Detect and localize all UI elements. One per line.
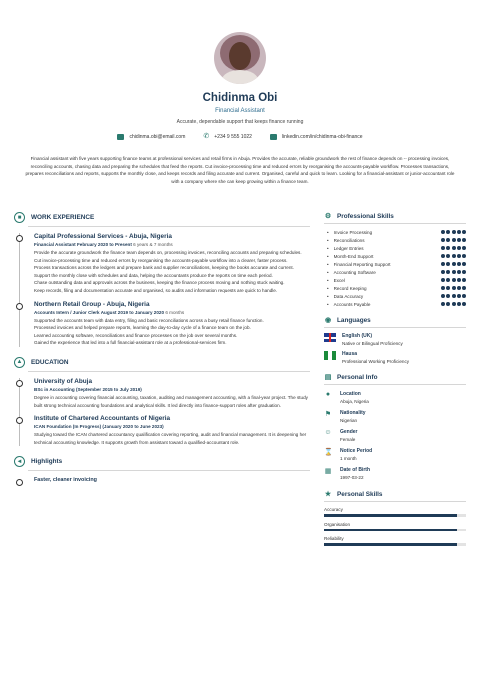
- linkedin-text: linkedin.com/in/chidinma-obi-finance: [281, 134, 363, 140]
- degree-meta: ICAN Foundation (In Progress) (January 2020 to June 2023): [34, 424, 164, 430]
- languages-heading: [324, 316, 466, 324]
- right-column: [324, 212, 466, 546]
- skill-row: [324, 228, 466, 236]
- skill-dot: [441, 246, 445, 250]
- skill-dot: [462, 246, 466, 250]
- job-bullet: Gained the experience that led into a full financial-assistant role at a professional-services firm.: [34, 340, 227, 346]
- contact-row: [0, 134, 480, 140]
- skill-dot: [446, 238, 450, 242]
- personal-info-list: [324, 391, 466, 480]
- personal-skills-list: [324, 507, 466, 546]
- skill-dot: [446, 262, 450, 266]
- phone-icon: ✆: [203, 133, 210, 140]
- skill-dot: [462, 230, 466, 234]
- uk-flag-icon: [324, 333, 336, 342]
- job-company: Northern Retail Group - Abuja, Nigeria: [34, 300, 150, 308]
- skill-dot: [462, 262, 466, 266]
- highlight-item: [14, 477, 310, 483]
- personal-skill-fill: [324, 543, 457, 546]
- education-timeline: [14, 378, 310, 446]
- job-bullet: Processed invoices and helped prepare reports, learning the day-to-day cycle of a finance team on the job.: [34, 325, 251, 331]
- info-key: Location: [340, 391, 361, 397]
- job-bullet: Keep records, filing and documentation accurate and organised, so audits and information requests are quick to handle.: [34, 287, 278, 293]
- school-name: Institute of Chartered Accountants of Nigeria: [34, 415, 171, 423]
- language-name: Hausa: [342, 351, 358, 357]
- job-role-dates: Financial Assistant February 2020 to Present: [34, 242, 132, 247]
- pro-skills-heading-text: Professional Skills: [337, 212, 394, 220]
- job-duration: 6 months: [165, 309, 185, 315]
- skill-dot: [441, 230, 445, 234]
- skill-name: • Accounting Software: [327, 270, 376, 275]
- skill-name: • Financial Reporting Support: [327, 262, 391, 267]
- skill-name: • Reconciliations: [327, 238, 365, 243]
- skill-dot: [462, 254, 466, 258]
- email-icon: [117, 134, 124, 140]
- skill-name: • Record Keeping: [327, 286, 367, 291]
- star-icon: ★: [324, 491, 332, 498]
- skill-dot: [457, 278, 461, 282]
- skill-dot: [446, 294, 450, 298]
- nigeria-flag-icon: [324, 351, 336, 360]
- language-text: [342, 333, 403, 346]
- skill-dot: [457, 262, 461, 266]
- personal-info-text: [340, 391, 369, 404]
- id-card-icon: ▤: [324, 374, 332, 381]
- job-bullet: Process transactions across the ledgers and prepare bank and supplier reconciliations, keeping the books accurate and current.: [34, 265, 294, 271]
- skill-row: [324, 284, 466, 292]
- highlights-section-heading: [14, 456, 310, 467]
- resume-header: [0, 32, 480, 140]
- skill-row: [324, 268, 466, 276]
- skill-dot: [441, 270, 445, 274]
- highlight-text: Faster, cleaner invoicing: [34, 477, 97, 484]
- education-description: Studying toward the ICAN chartered accountancy qualification covering reporting, audit and financial management. It is deepening her technical accounting knowledge. It supports growth from assistant toward a qualified-accountant role.: [34, 432, 307, 445]
- skill-name: • Invoice Processing: [327, 230, 372, 235]
- skill-dot: [462, 302, 466, 306]
- skill-dot: [462, 270, 466, 274]
- skill-dot: [457, 270, 461, 274]
- job-bullet: Chase outstanding data and approvals across the business, keeping the finance process moving and nothing stuck waiting.: [34, 280, 285, 286]
- education-description: Degree in accounting covering financial accounting, taxation, auditing and management accounting, with a final-year project. The study built strong technical accounting foundations and analytical skills. It led directly into finance-support roles after graduation.: [34, 394, 308, 408]
- education-entry: [14, 378, 310, 409]
- phone-text: +234 9 555 1022: [214, 134, 252, 140]
- timeline-dot: [16, 417, 23, 424]
- summary: Financial assistant with five years supporting finance teams at professional services and retail firms in Abuja. Provides the accurate, reliable groundwork the rest of finance depends on -- processing invoices, reconciling accounts, chasing data and preparing the schedules that feed the reports. Cut invoice-processing time and reduced errors by reorganising the accounts-payable workflow. Processes transactions, prepares reconciliations and reports, supports the monthly close, and keeps records and filing accurate and current. Organised, careful and quick to learn. Looking for a financial-assistant or junior-accountant role with a company where she can keep growing within a finance team.: [25, 156, 455, 184]
- skill-dot: [457, 286, 461, 290]
- personal-skills-heading: [324, 490, 466, 498]
- skill-dot: [441, 254, 445, 258]
- person-icon: ☺: [324, 429, 332, 436]
- info-key: Notice Period: [340, 448, 373, 454]
- highlights-heading-text: Highlights: [31, 458, 63, 466]
- location-pin-icon: ●: [325, 391, 331, 398]
- info-key: Gender: [340, 429, 358, 435]
- email-contact[interactable]: [117, 134, 185, 140]
- skill-dot: [457, 294, 461, 298]
- phone-contact[interactable]: [203, 134, 252, 140]
- skill-dot: [462, 294, 466, 298]
- skill-dot: [452, 262, 456, 266]
- flag-icon: ⚑: [324, 411, 332, 418]
- job-bullet: Learned accounting software, reconciliations and finance processes on the job over several months.: [34, 332, 238, 338]
- skill-level-dots: [441, 262, 466, 266]
- hourglass-icon: ⌛: [324, 449, 333, 456]
- skill-dot: [452, 294, 456, 298]
- skill-dot: [441, 278, 445, 282]
- skill-dot: [452, 270, 456, 274]
- personal-info-item: [324, 391, 466, 404]
- job-role-dates: Accounts Intern / Junior Clerk August 2019 to January 2020: [34, 309, 165, 315]
- skill-dot: [441, 294, 445, 298]
- info-value: 1 month: [340, 456, 357, 461]
- personal-skill-bar: [324, 514, 466, 517]
- education-heading-text: EDUCATION: [31, 358, 69, 366]
- skill-level-dots: [441, 278, 466, 282]
- skill-level-dots: [441, 286, 466, 290]
- skill-name: • Ledger Entries: [327, 246, 364, 251]
- personal-skill-bar: [324, 543, 466, 546]
- linkedin-contact[interactable]: [270, 134, 363, 140]
- personal-skill: [324, 536, 466, 546]
- skill-dot: [446, 302, 450, 306]
- skill-dot: [462, 278, 466, 282]
- skill-dot: [446, 254, 450, 258]
- timeline-dot: [16, 235, 23, 242]
- skill-dot: [452, 278, 456, 282]
- skill-level-dots: [441, 230, 466, 234]
- personal-skill-name: Organisation: [324, 521, 351, 527]
- personal-info-heading: [324, 373, 466, 381]
- skill-dot: [452, 238, 456, 242]
- info-value: 1997-03-22: [340, 475, 364, 480]
- skill-row: [324, 260, 466, 268]
- language-text: [342, 351, 409, 364]
- job-meta: [34, 310, 310, 315]
- personal-skill: [324, 522, 466, 532]
- skill-dot: [446, 270, 450, 274]
- personal-skills-heading-text: Personal Skills: [337, 490, 383, 498]
- skill-level-dots: [441, 238, 466, 242]
- info-value: Female: [340, 437, 356, 442]
- candidate-name: Chidinma Obi: [202, 92, 278, 104]
- skill-row: [324, 300, 466, 308]
- avatar: [214, 32, 266, 84]
- personal-skill-fill: [324, 514, 457, 517]
- tagline: Accurate, dependable support that keeps finance running: [176, 119, 304, 125]
- skill-name: • Accounts Payable: [327, 302, 370, 307]
- skill-name: • Month-End Support: [327, 254, 373, 259]
- work-heading-text: WORK EXPERIENCE: [31, 214, 95, 221]
- linkedin-icon: [270, 134, 277, 140]
- job-entry: [14, 301, 310, 347]
- personal-info-text: [340, 448, 372, 461]
- personal-info-item: [324, 429, 466, 442]
- skill-dot: [457, 254, 461, 258]
- personal-info-text: [340, 429, 358, 442]
- skill-row: [324, 236, 466, 244]
- skill-level-dots: [441, 254, 466, 258]
- skill-dot: [441, 286, 445, 290]
- personal-info-item: [324, 410, 466, 423]
- job-company: Capital Professional Services - Abuja, Nigeria: [34, 233, 172, 240]
- personal-info-heading-text: Personal Info: [337, 373, 378, 381]
- job-bullet: Cut invoice-processing time and reduced errors by reorganising the accounts-payable workflow into a clearer, faster process.: [34, 257, 288, 263]
- personal-skill-name: Accuracy: [324, 507, 343, 512]
- skill-row: [324, 252, 466, 260]
- skill-dot: [452, 254, 456, 258]
- skill-level-dots: [441, 302, 466, 306]
- info-value: Nigerian: [340, 418, 358, 423]
- education-section-heading: [14, 357, 310, 368]
- left-column: [14, 212, 310, 483]
- pro-skills-list: [324, 228, 466, 308]
- personal-skill-fill: [324, 529, 457, 532]
- skill-dot: [446, 278, 450, 282]
- pro-skills-heading: [324, 212, 466, 220]
- skill-dot: [441, 302, 445, 306]
- language-level: Native or Bilingual Proficiency: [342, 341, 403, 346]
- skill-dot: [462, 238, 466, 242]
- job-duration: 6 years & 7 months: [133, 242, 173, 247]
- skill-dot: [457, 238, 461, 242]
- skill-dot: [446, 286, 450, 290]
- info-value: Abuja, Nigeria: [340, 399, 369, 404]
- skill-row: [324, 276, 466, 284]
- language-item: [324, 333, 466, 346]
- skill-row: [324, 292, 466, 300]
- skill-name: • Data Accuracy: [327, 294, 363, 299]
- language-level: Professional Working Proficiency: [342, 359, 410, 364]
- skill-dot: [441, 238, 445, 242]
- personal-skill-name: Reliability: [324, 536, 344, 541]
- skill-dot: [457, 230, 461, 234]
- personal-info-item: [324, 448, 466, 461]
- skill-level-dots: [441, 294, 466, 298]
- personal-skill: [324, 507, 466, 517]
- graduation-cap-icon: ▲: [14, 357, 25, 368]
- personal-skill-bar: [324, 529, 466, 532]
- skill-dot: [441, 262, 445, 266]
- job-meta: [34, 242, 310, 247]
- skill-dot: [446, 230, 450, 234]
- skill-dot: [452, 230, 456, 234]
- personal-info-text: [340, 410, 366, 423]
- skill-row: [324, 244, 466, 252]
- globe-icon: ◉: [324, 317, 332, 324]
- job-entry: [14, 233, 310, 295]
- school-name: University of Abuja: [34, 377, 92, 385]
- language-name: English (UK): [342, 333, 372, 339]
- calendar-icon: ▦: [324, 468, 332, 475]
- skill-level-dots: [441, 270, 466, 274]
- degree-meta: BSc in Accounting (September 2015 to July 2019): [34, 386, 142, 392]
- job-bullet: Provide the accurate groundwork the finance team depends on, processing invoices, reconciling accounts and preparing schedules.: [34, 250, 302, 255]
- personal-info-text: [340, 467, 370, 480]
- education-entry: [14, 415, 310, 446]
- skill-dot: [452, 302, 456, 306]
- languages-list: [324, 333, 466, 364]
- job-title: Financial Assistant: [215, 108, 265, 114]
- info-key: Date of Birth: [340, 467, 370, 473]
- skill-name: • Excel: [327, 278, 345, 283]
- job-bullet: Supported the accounts team with data entry, filing and basic reconciliations across a busy retail finance function.: [34, 317, 264, 323]
- job-description: [34, 317, 310, 347]
- languages-heading-text: Languages: [337, 316, 371, 324]
- briefcase-icon: ■: [14, 212, 25, 223]
- info-key: Nationality: [340, 410, 366, 416]
- email-text: chidinma.obi@email.com: [129, 134, 186, 140]
- gear-icon: ⚙: [324, 213, 332, 220]
- skill-dot: [457, 302, 461, 306]
- timeline-dot: [16, 380, 23, 387]
- timeline-dot: [16, 479, 23, 486]
- job-description: [34, 249, 310, 295]
- timeline-dot: [16, 303, 23, 310]
- skill-dot: [452, 286, 456, 290]
- personal-info-item: [324, 467, 466, 480]
- highlights-list: [14, 477, 310, 483]
- work-section-heading: [14, 212, 310, 223]
- skill-dot: [462, 286, 466, 290]
- skill-dot: [457, 246, 461, 250]
- work-timeline: [14, 233, 310, 347]
- job-bullet: Support the monthly close with schedules and data, helping the accountants produce the reports on time each period.: [34, 272, 273, 278]
- skill-dot: [446, 246, 450, 250]
- megaphone-icon: ◄: [14, 456, 25, 467]
- skill-dot: [452, 246, 456, 250]
- skill-level-dots: [441, 246, 466, 250]
- language-item: [324, 351, 466, 364]
